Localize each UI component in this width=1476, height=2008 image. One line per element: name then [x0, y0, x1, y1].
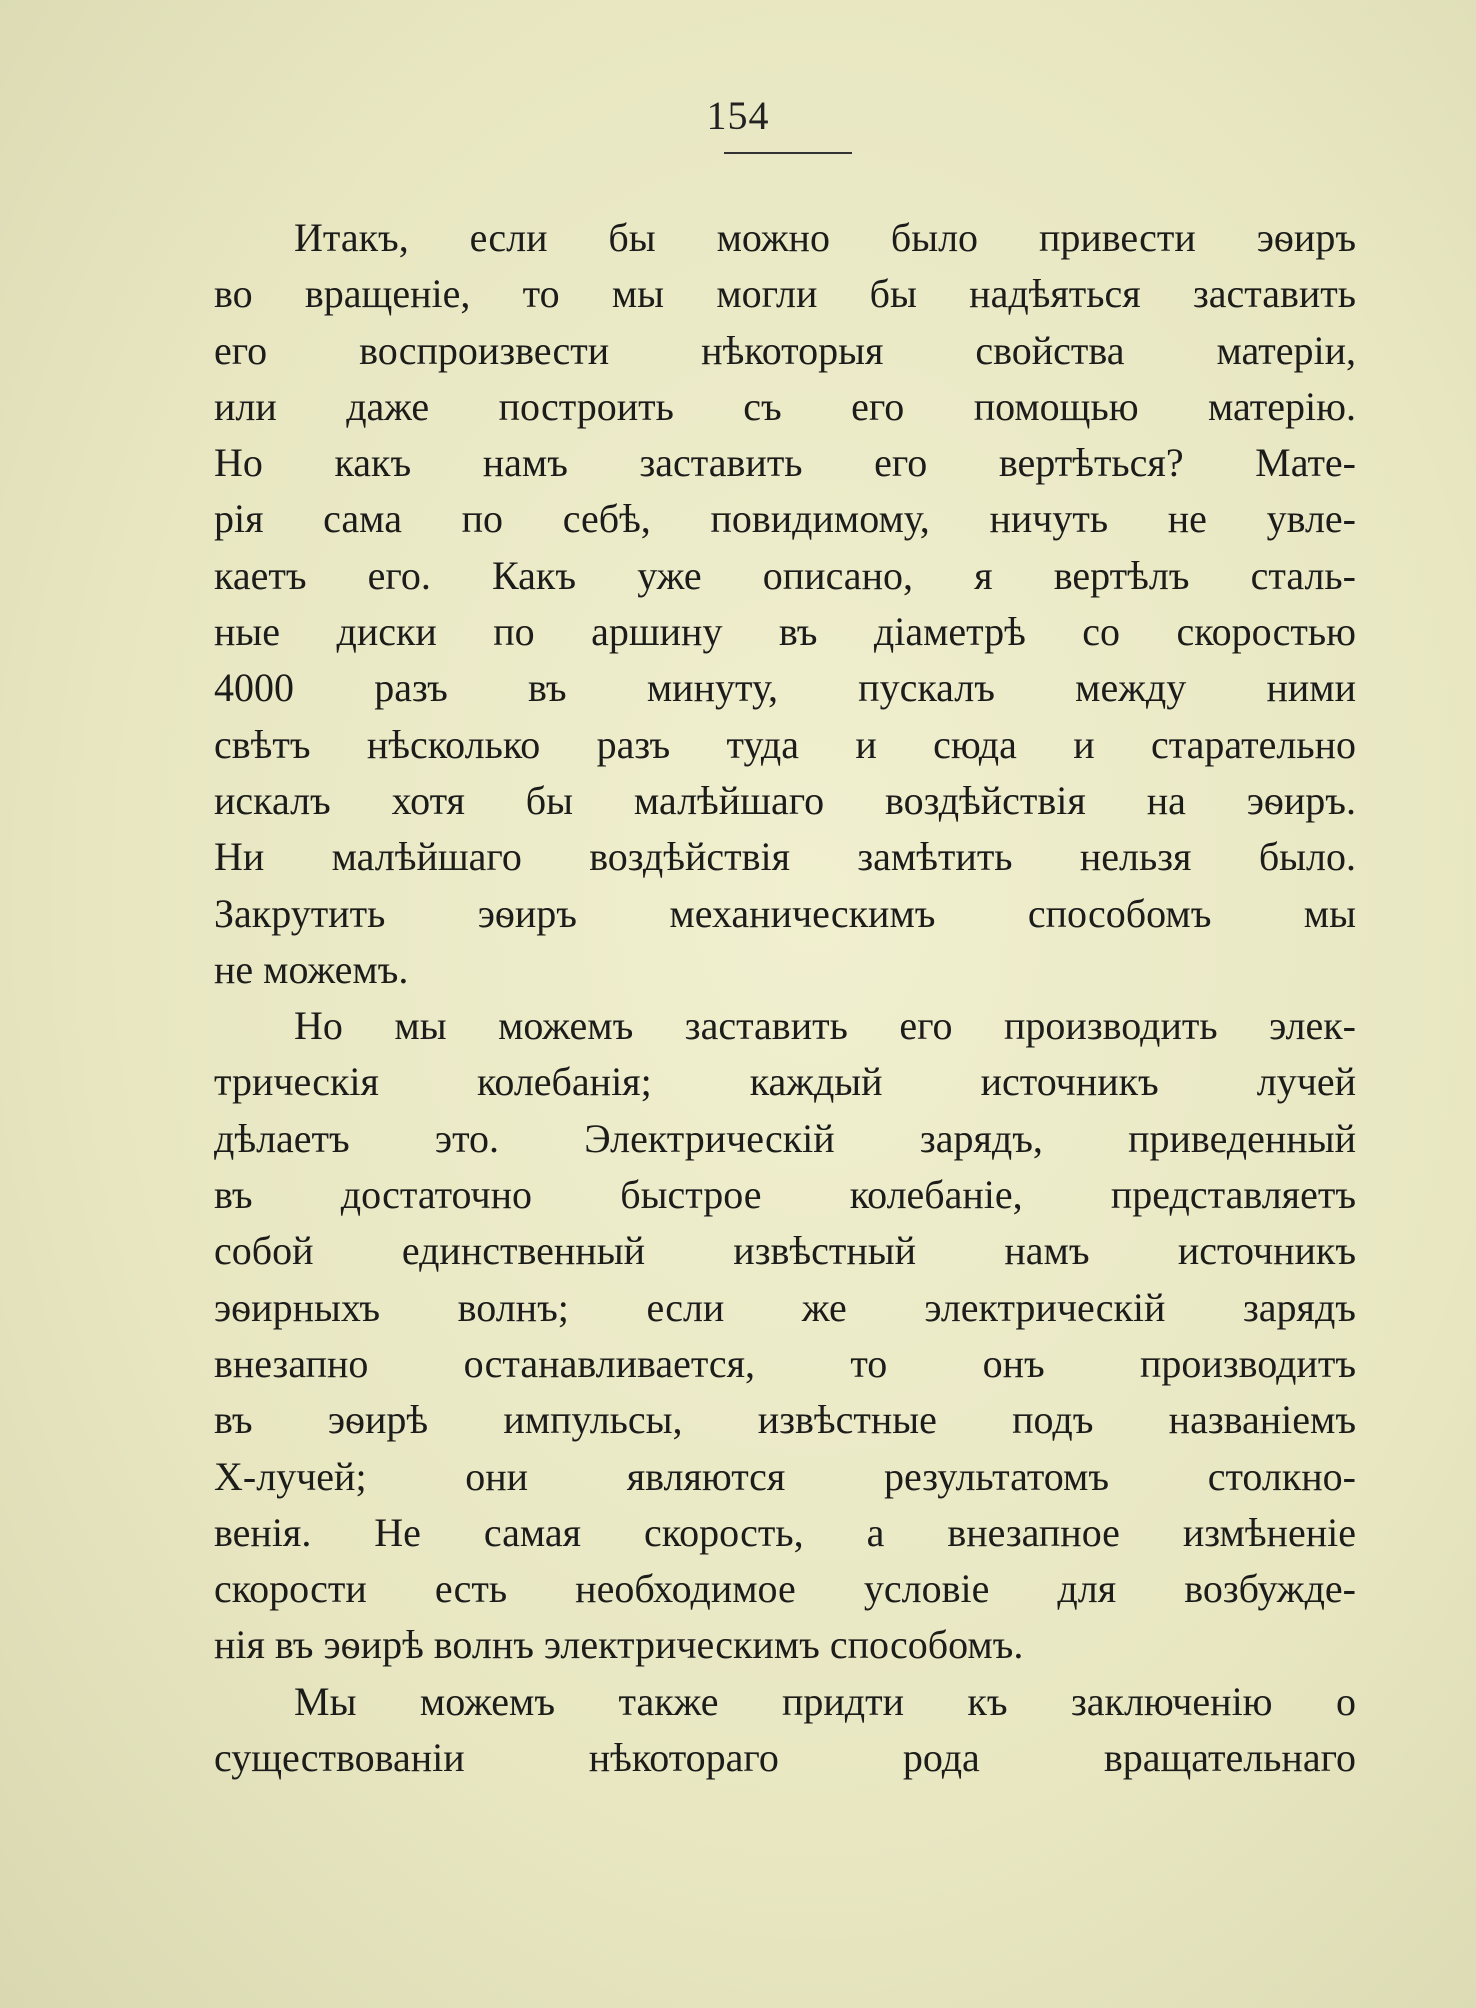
text-line: Ни малѣйшаго воздѣйствія замѣтить нельзя было.	[214, 834, 1356, 880]
text-line: Мы можемъ также придти къ заключенію о	[294, 1678, 1356, 1724]
text-line: не можемъ.	[214, 946, 409, 992]
text-line: въ эѳирѣ импульсы, извѣстные подъ названіемъ	[214, 1397, 1356, 1443]
text-line: Итакъ, если бы можно было привести эѳиръ	[294, 215, 1356, 260]
text-line: его воспроизвести нѣкоторыя свойства матеріи,	[214, 327, 1356, 373]
text-line: трическія колебанія; каждый источникъ лучей	[214, 1059, 1356, 1105]
text-line: или даже построить съ его помощью матерію.	[214, 383, 1356, 429]
text-line: нія въ эѳирѣ волнъ электрическимъ способомъ.	[214, 1622, 1024, 1668]
text-line: скорости есть необходимое условіе для возбужде-	[214, 1566, 1356, 1612]
text-line: X-лучей; они являются результатомъ столкно-	[214, 1453, 1356, 1499]
text-line: эѳирныхъ волнъ; если же электрическій зарядъ	[214, 1284, 1356, 1330]
text-line: внезапно останавливается, то онъ производитъ	[214, 1340, 1356, 1386]
text-line: въ достаточно быстрое колебаніе, представляетъ	[214, 1172, 1356, 1218]
text-line: венія. Не самая скорость, а внезапное измѣненіе	[214, 1509, 1356, 1555]
page-number: 154	[706, 93, 770, 138]
text-line: 4000 разъ въ минуту, пускалъ между ними	[214, 665, 1356, 711]
text-line: дѣлаетъ это. Электрическій зарядъ, приведенный	[214, 1115, 1356, 1161]
text-line: собой единственный извѣстный намъ источникъ	[214, 1228, 1356, 1274]
page-number-rule	[724, 152, 852, 154]
text-line: Закрутить эѳиръ механическимъ способомъ мы	[214, 890, 1356, 936]
text-line: рія сама по себѣ, повидимому, ничуть не увле-	[214, 496, 1356, 542]
text-line: Но какъ намъ заставить его вертѣться? Мате-	[214, 440, 1356, 486]
text-line: свѣтъ нѣсколько разъ туда и сюда и старательно	[214, 721, 1356, 767]
text-line: каетъ его. Какъ уже описано, я вертѣлъ сталь-	[214, 552, 1356, 598]
text-line: ные диски по аршину въ діаметрѣ со скоростью	[214, 609, 1356, 655]
text-line: существованіи нѣкотораго рода вращательнаго	[214, 1735, 1356, 1781]
text-line: во вращеніе, то мы могли бы надѣяться заставить	[214, 271, 1356, 317]
text-line: искалъ хотя бы малѣйшаго воздѣйствія на эѳиръ.	[214, 777, 1356, 823]
text-line: Но мы можемъ заставить его производить элек-	[294, 1003, 1356, 1049]
body-text	[214, 210, 1356, 1786]
